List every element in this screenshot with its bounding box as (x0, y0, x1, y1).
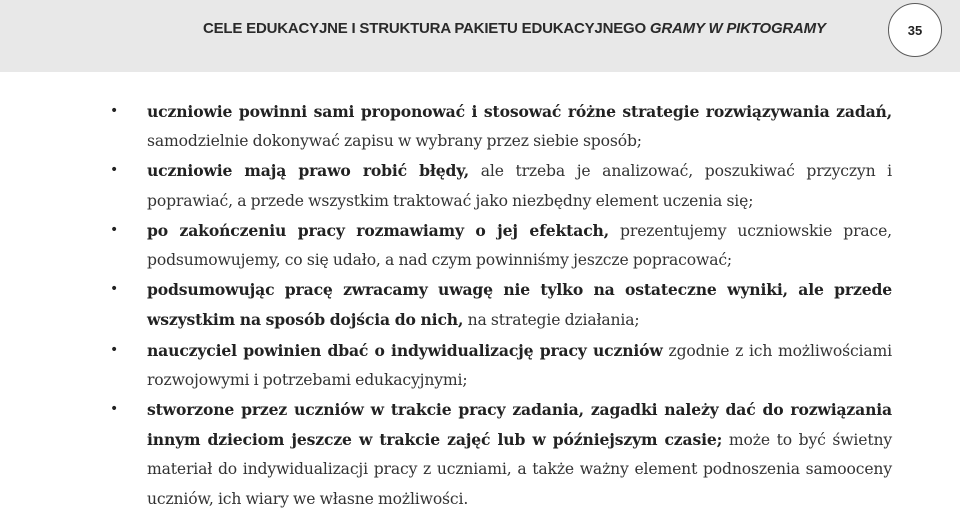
bullet-list (110, 97, 893, 514)
list-item (110, 336, 892, 395)
item-text: na strategie działania; (463, 311, 640, 330)
bullet-icon: • (110, 103, 119, 119)
list-item (110, 97, 892, 156)
list-item (110, 275, 892, 335)
item-bold-text: nauczyciel powinien dbać o indywidualizację pracy uczniów (147, 340, 663, 360)
bullet-icon: • (110, 341, 119, 358)
page-content (110, 97, 893, 514)
item-text: zgodnie z ich możliwościami rozwojowymi i potrzebami edukacyjnymi; (147, 341, 892, 389)
item-text: ale trzeba je analizować, poszukiwać przyczyn i poprawiać, a przede wszystkim traktować jako niezbędny element uczenia się; (147, 162, 893, 210)
page-header (0, 0, 960, 72)
item-bold-text: po zakończeniu pracy rozmawiamy o jej efektach, (147, 220, 610, 240)
item-bold-text: podsumowując pracę zwracamy uwagę nie tylko na ostateczne wyniki, ale przede wszystkim na sposób dojścia do nich, (147, 280, 892, 330)
list-item (110, 216, 892, 275)
item-text: prezentujemy uczniowskie prace, podsumowujemy, co się udało, a nad czym powinniśmy jeszcze popracować; (147, 221, 892, 270)
item-text: samodzielnie dokonywać zapisu w wybrany przez siebie sposób; (147, 132, 642, 151)
running-header-title (203, 20, 826, 37)
item-bold-text: uczniowie powinni sami proponować i stosować różne strategie rozwiązywania zadań, (147, 102, 892, 121)
item-text: może to być świetny materiał do indywidualizacji pracy z uczniami, a także ważny element podnoszenia samooceny uczniów, ich wiary we własne możliwości. (147, 431, 892, 508)
bullet-icon: • (110, 162, 119, 179)
list-item (110, 156, 893, 215)
bullet-icon: • (110, 281, 119, 298)
item-bold-text: uczniowie mają prawo robić błędy, (147, 161, 470, 181)
header-title-main: CELE EDUKACYJNE I STRUKTURA PAKIETU EDUKACYJNEGO (203, 20, 650, 37)
page-number: 35 (907, 22, 923, 38)
header-title-series: GRAMY W PIKTOGRAMY (649, 20, 826, 37)
item-bold-text: stworzone przez uczniów w trakcie pracy zadania, zagadki należy dać do rozwiązania innym dzieciom jeszcze w trakcie zajęć lub w późniejszym czasie; (147, 400, 892, 450)
list-item (110, 395, 892, 514)
bullet-icon: • (110, 401, 119, 418)
page-number-badge (888, 3, 942, 57)
bullet-icon: • (110, 221, 119, 238)
